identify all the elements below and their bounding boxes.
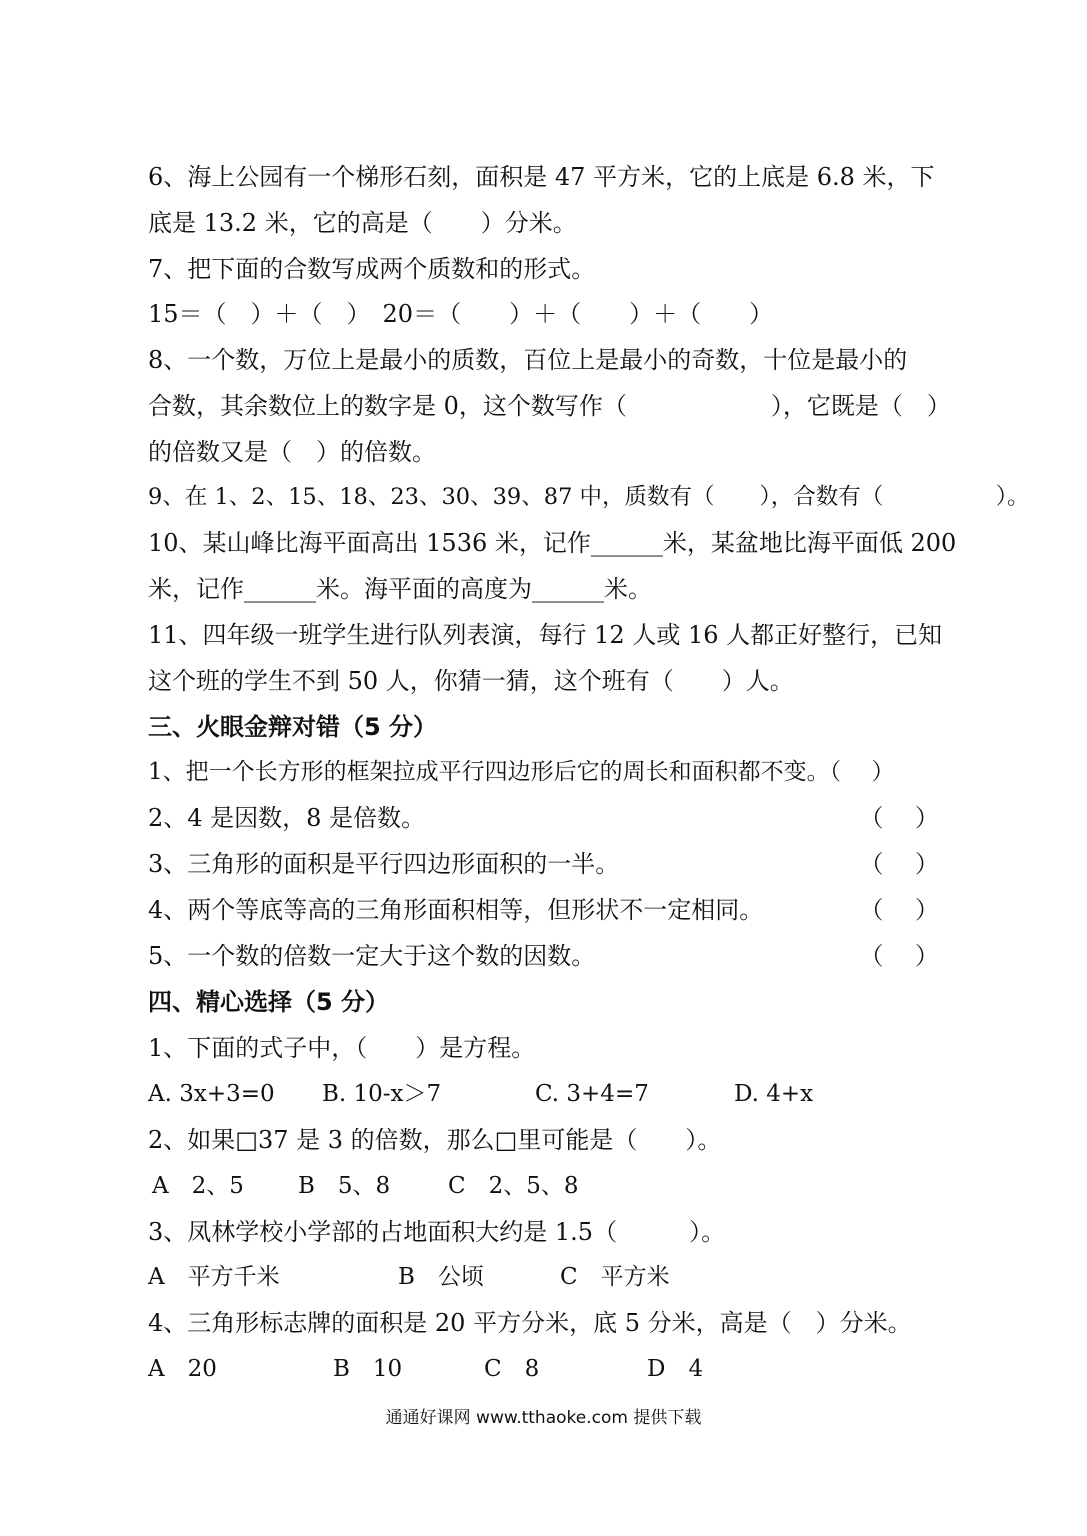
- mc-q2-opt-a: A 2、5: [152, 1173, 244, 1199]
- mc-q1-opt-c: C. 3+4=7: [535, 1081, 649, 1107]
- mc-q3-opt-b: B 公顷: [398, 1264, 484, 1290]
- mc-q1-opt-b: B. 10-x＞7: [322, 1081, 442, 1107]
- tf-item-4: 4、两个等底等高的三角形面积相等，但形状不一定相同。: [148, 896, 764, 924]
- tf-bracket-3: （ ）: [859, 850, 939, 878]
- tf-item-5: 5、一个数的倍数一定大于这个数的因数。: [148, 942, 596, 970]
- tf-bracket-2: （ ）: [859, 804, 939, 832]
- mc-q2: 2、如果□37 是 3 的倍数，那么□里可能是（ ）。: [148, 1126, 722, 1154]
- q6-line1: 6、海上公园有一个梯形石刻，面积是 47 平方米，它的上底是 6.8 米，下: [148, 163, 935, 191]
- mc-q2-opt-b: B 5、8: [298, 1173, 391, 1199]
- mc-q3-opt-a: A 平方千米: [148, 1264, 280, 1290]
- mc-q3-opt-c: C 平方米: [560, 1264, 670, 1290]
- mc-q2-opt-c: C 2、5、8: [448, 1173, 579, 1199]
- q7-line2: 15＝（ ）＋（ ） 20＝（ ）＋（ ）＋（ ）: [148, 300, 774, 328]
- q6-line2: 底是 13.2 米，它的高是（ ）分米。: [148, 209, 577, 237]
- mc-q1-opt-a: A. 3x+3=0: [148, 1081, 275, 1107]
- q11-line1: 11、四年级一班学生进行队列表演，每行 12 人或 16 人都正好整行，已知: [148, 621, 943, 649]
- mc-q4-opt-d: D 4: [647, 1356, 704, 1382]
- q11-line2: 这个班的学生不到 50 人，你猜一猜，这个班有（ ）人。: [148, 667, 794, 695]
- q9-line1: 9、在 1、2、15、18、23、30、39、87 中，质数有（ ），合数有（ ）。: [148, 484, 1030, 510]
- tf-item-2: 2、4 是因数，8 是倍数。: [148, 804, 426, 832]
- q10-line2: 米，记作______米。海平面的高度为______米。: [148, 575, 652, 603]
- q8-line1: 8、一个数，万位上是最小的质数，百位上是最小的奇数，十位是最小的: [148, 346, 908, 374]
- section-4-heading: 四、精心选择（5 分）: [148, 988, 390, 1016]
- mc-q1-opt-d: D. 4+x: [734, 1081, 814, 1107]
- q10-line1: 10、某山峰比海平面高出 1536 米，记作______米，某盆地比海平面低 200: [148, 529, 957, 557]
- tf-bracket-4: （ ）: [859, 896, 939, 924]
- q8-line3: 的倍数又是（ ）的倍数。: [148, 438, 436, 466]
- tf-item-1: 1、把一个长方形的框架拉成平行四边形后它的周长和面积都不变。（ ）: [148, 759, 895, 785]
- q7-line1: 7、把下面的合数写成两个质数和的形式。: [148, 255, 596, 283]
- mc-q3: 3、凤林学校小学部的占地面积大约是 1.5（ ）。: [148, 1218, 726, 1246]
- mc-q4: 4、三角形标志牌的面积是 20 平方分米，底 5 分米，高是（ ）分米。: [148, 1309, 912, 1337]
- mc-q4-opt-b: B 10: [333, 1356, 403, 1382]
- tf-bracket-5: （ ）: [859, 942, 939, 970]
- mc-q1: 1、下面的式子中，（ ）是方程。: [148, 1034, 536, 1062]
- page-footer: 通通好课网 www.tthaoke.com 提供下载: [385, 1408, 702, 1428]
- mc-q4-opt-c: C 8: [484, 1356, 540, 1382]
- q8-line2: 合数，其余数位上的数字是 0，这个数写作（ ），它既是（ ）: [148, 392, 951, 420]
- mc-q4-opt-a: A 20: [148, 1356, 217, 1382]
- tf-item-3: 3、三角形的面积是平行四边形面积的一半。: [148, 850, 620, 878]
- section-3-heading: 三、火眼金辩对错（5 分）: [148, 713, 438, 741]
